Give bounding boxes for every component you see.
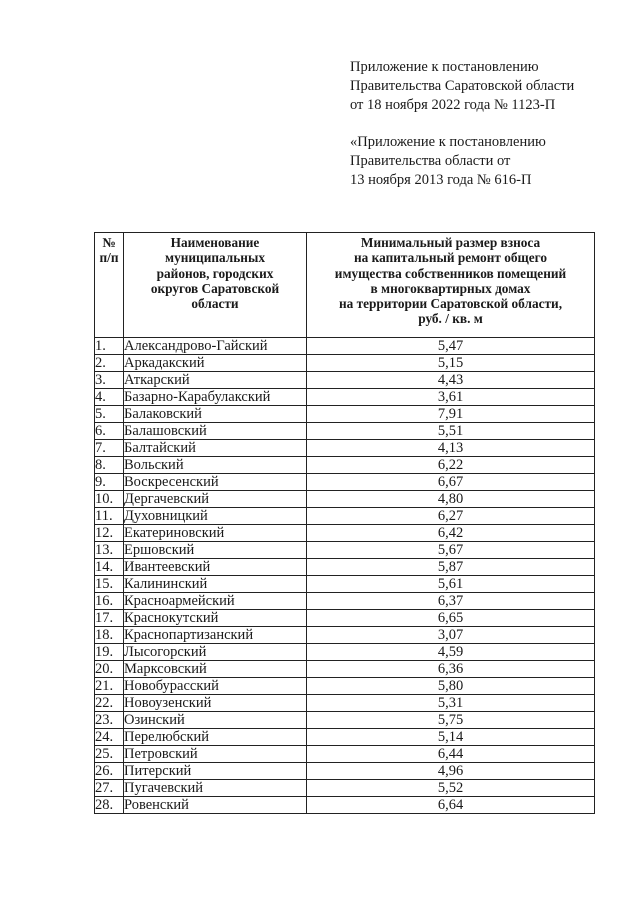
fee-value: 4,43 <box>307 372 595 389</box>
row-number: 3. <box>95 372 124 389</box>
column-header-number <box>95 233 124 338</box>
fee-value: 5,67 <box>307 542 595 559</box>
table-row <box>95 457 595 474</box>
fee-value: 4,59 <box>307 644 595 661</box>
fee-value: 5,87 <box>307 559 595 576</box>
table-row <box>95 525 595 542</box>
row-number: 23. <box>95 712 124 729</box>
header-line: Правительства Саратовской области <box>350 78 575 94</box>
table-row <box>95 389 595 406</box>
header-text-line: округов Саратовской <box>150 280 280 296</box>
district-name: Аркадакский <box>124 355 307 372</box>
fee-value: 6,22 <box>307 457 595 474</box>
row-number: 22. <box>95 695 124 712</box>
row-number: 10. <box>95 491 124 508</box>
header-line: Правительства области от <box>350 153 511 169</box>
row-number: 28. <box>95 797 124 814</box>
row-number: 4. <box>95 389 124 406</box>
district-name: Озинский <box>124 712 307 729</box>
table-row <box>95 406 595 423</box>
table-row <box>95 610 595 627</box>
header-text-line: Минимальный размер взноса <box>360 235 541 250</box>
district-name: Ершовский <box>124 542 307 559</box>
fee-value: 3,07 <box>307 627 595 644</box>
fee-value: 6,36 <box>307 661 595 678</box>
table-row <box>95 729 595 746</box>
header-text-line: п/п <box>99 250 119 266</box>
district-name: Красноармейский <box>124 593 307 610</box>
header-text-line: № <box>102 235 116 250</box>
row-number: 21. <box>95 678 124 695</box>
table-row <box>95 440 595 457</box>
district-name: Петровский <box>124 746 307 763</box>
fee-value: 6,27 <box>307 508 595 525</box>
district-name: Марксовский <box>124 661 307 678</box>
fee-value: 5,15 <box>307 355 595 372</box>
table-row <box>95 576 595 593</box>
header-line: «Приложение к постановлению <box>350 134 546 150</box>
table-row <box>95 678 595 695</box>
fee-value: 5,61 <box>307 576 595 593</box>
row-number: 1. <box>95 338 124 355</box>
row-number: 19. <box>95 644 124 661</box>
district-name: Вольский <box>124 457 307 474</box>
fee-value: 6,44 <box>307 746 595 763</box>
row-number: 14. <box>95 559 124 576</box>
row-number: 20. <box>95 661 124 678</box>
table-row <box>95 559 595 576</box>
district-name: Калининский <box>124 576 307 593</box>
district-name: Ровенский <box>124 797 307 814</box>
header-line: Приложение к постановлению <box>350 59 539 75</box>
table-row <box>95 644 595 661</box>
fee-value: 5,31 <box>307 695 595 712</box>
row-number: 8. <box>95 457 124 474</box>
district-name: Аткарский <box>124 372 307 389</box>
district-name: Новоузенский <box>124 695 307 712</box>
header-text-line: области <box>191 296 239 312</box>
row-number: 27. <box>95 780 124 797</box>
fee-value: 3,61 <box>307 389 595 406</box>
table-row <box>95 661 595 678</box>
row-number: 26. <box>95 763 124 780</box>
district-name: Балашовский <box>124 423 307 440</box>
district-name: Екатериновский <box>124 525 307 542</box>
district-name: Дергачевский <box>124 491 307 508</box>
header-text-line: руб. / кв. м <box>418 311 483 327</box>
table-row <box>95 355 595 372</box>
header-text-line: на территории Саратовской области, <box>338 296 563 312</box>
row-number: 24. <box>95 729 124 746</box>
fee-value: 4,80 <box>307 491 595 508</box>
district-name: Ивантеевский <box>124 559 307 576</box>
table-row <box>95 695 595 712</box>
fee-value: 5,52 <box>307 780 595 797</box>
fee-value: 6,67 <box>307 474 595 491</box>
district-name: Краснокутский <box>124 610 307 627</box>
fee-value: 5,14 <box>307 729 595 746</box>
table-row <box>95 797 595 814</box>
table-row <box>95 712 595 729</box>
header-text-line: муниципальных <box>165 250 265 266</box>
row-number: 17. <box>95 610 124 627</box>
row-number: 5. <box>95 406 124 423</box>
table-row <box>95 763 595 780</box>
header-text-line: районов, городских <box>156 265 274 281</box>
header-text-line: имущества собственников помещений <box>334 265 567 281</box>
district-name: Балтайский <box>124 440 307 457</box>
fee-value: 5,80 <box>307 678 595 695</box>
district-name: Перелюбский <box>124 729 307 746</box>
district-name: Духовницкий <box>124 508 307 525</box>
row-number: 9. <box>95 474 124 491</box>
fee-value: 4,96 <box>307 763 595 780</box>
column-header-value <box>307 233 595 338</box>
table-row <box>95 746 595 763</box>
fee-value: 4,13 <box>307 440 595 457</box>
district-name: Базарно-Карабулакский <box>124 389 307 406</box>
table-row <box>95 780 595 797</box>
table-row <box>95 627 595 644</box>
fee-value: 6,37 <box>307 593 595 610</box>
header-line: от 18 ноября 2022 года № 1123-П <box>350 97 556 113</box>
table-row <box>95 508 595 525</box>
column-header-name <box>124 233 307 338</box>
fee-table <box>94 232 595 814</box>
table-row <box>95 423 595 440</box>
table-row <box>95 542 595 559</box>
fee-value: 5,75 <box>307 712 595 729</box>
fee-value: 6,64 <box>307 797 595 814</box>
table-row <box>95 474 595 491</box>
district-name: Питерский <box>124 763 307 780</box>
header-text-line: в многоквартирных домах <box>370 280 531 296</box>
header-line: 13 ноября 2013 года № 616-П <box>350 172 532 188</box>
fee-value: 7,91 <box>307 406 595 423</box>
district-name: Краснопартизанский <box>124 627 307 644</box>
table-row <box>95 338 595 355</box>
fee-value: 6,65 <box>307 610 595 627</box>
table-row <box>95 593 595 610</box>
row-number: 11. <box>95 508 124 525</box>
district-name: Балаковский <box>124 406 307 423</box>
row-number: 6. <box>95 423 124 440</box>
table-row <box>95 491 595 508</box>
header-text-line: на капитальный ремонт общего <box>354 250 547 266</box>
table-header-row <box>95 233 595 338</box>
row-number: 13. <box>95 542 124 559</box>
table-row <box>95 372 595 389</box>
row-number: 7. <box>95 440 124 457</box>
document-header <box>350 58 574 190</box>
fee-value: 5,47 <box>307 338 595 355</box>
district-name: Александрово-Гайский <box>124 338 307 355</box>
row-number: 18. <box>95 627 124 644</box>
row-number: 16. <box>95 593 124 610</box>
fee-value: 6,42 <box>307 525 595 542</box>
district-name: Пугачевский <box>124 780 307 797</box>
district-name: Новобурасский <box>124 678 307 695</box>
row-number: 12. <box>95 525 124 542</box>
fee-value: 5,51 <box>307 423 595 440</box>
row-number: 15. <box>95 576 124 593</box>
district-name: Лысогорский <box>124 644 307 661</box>
row-number: 2. <box>95 355 124 372</box>
row-number: 25. <box>95 746 124 763</box>
district-name: Воскресенский <box>124 474 307 491</box>
header-text-line: Наименование <box>170 235 260 250</box>
